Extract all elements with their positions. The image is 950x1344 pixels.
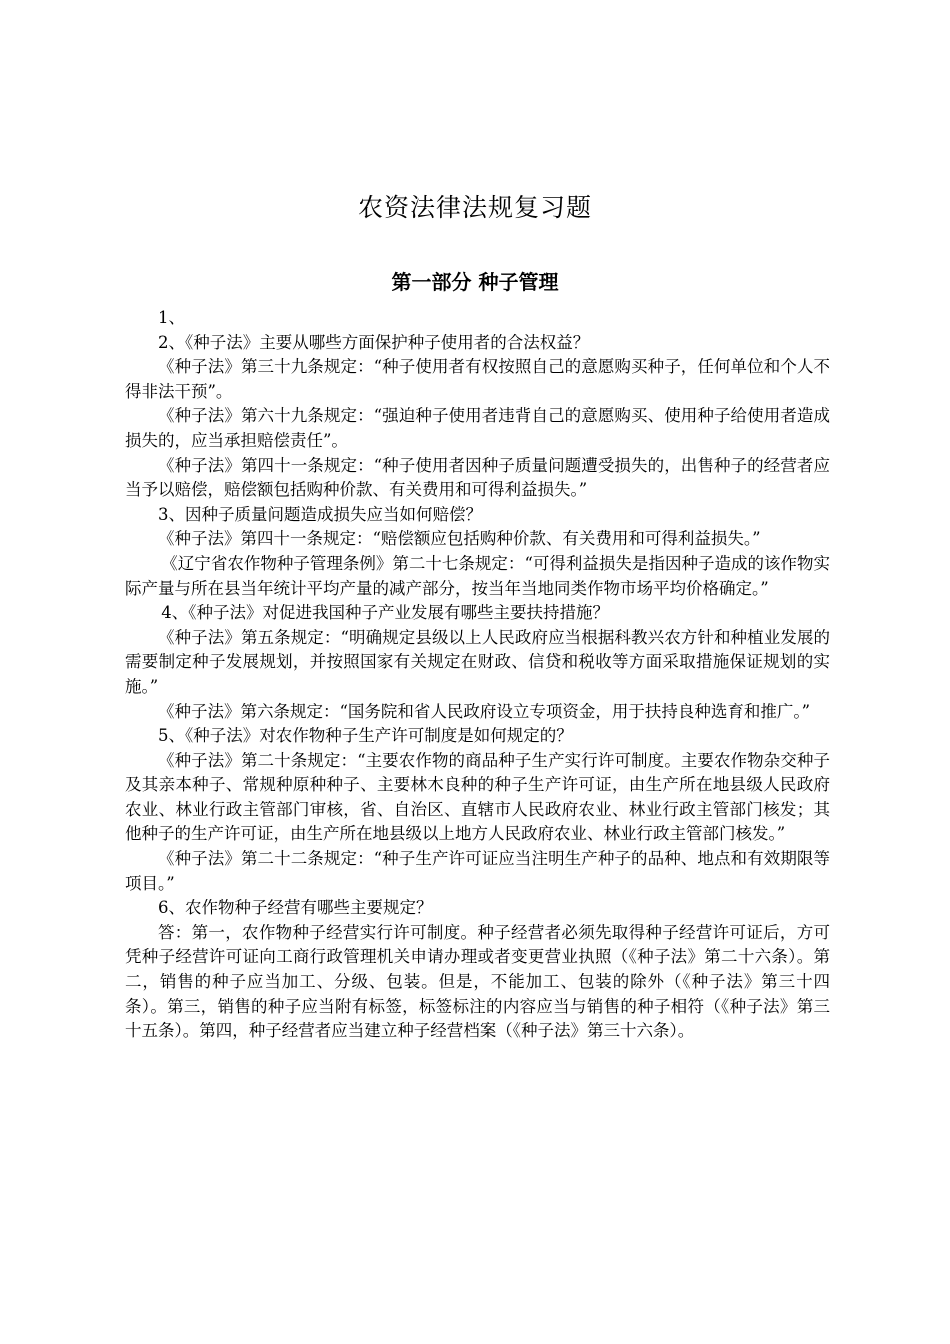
answer-paragraph: 《种子法》第四十一条规定：“种子使用者因种子质量问题遭受损失的，出售种子的经营者应当予以赔偿，赔偿额包括购种价款、有关费用和可得利益损失。” (125, 455, 830, 500)
question-5: 5、《种子法》对农作物种子生产许可制度是如何规定的？ (158, 726, 573, 746)
question-3: 3、因种子质量问题造成损失应当如何赔偿？ (158, 504, 482, 524)
document-body (125, 306, 830, 1044)
question-6: 6、农作物种子经营有哪些主要规定？ (158, 898, 433, 918)
question-2: 2、《种子法》主要从哪些方面保护种子使用者的合法权益？ (158, 332, 590, 352)
answer-paragraph: 《种子法》第五条规定：“明确规定县级以上人民政府应当根据科教兴农方针和种植业发展的需要制定种子发展规划，并按照国家有关规定在财政、信贷和税收等方面采取措施保证规划的实施。” (125, 627, 830, 696)
document-title: 农资法律法规复习题 (357, 193, 592, 222)
answer-paragraph: 《种子法》第二十条规定：“主要农作物的商品种子生产实行许可制度。主要农作物杂交种子及其亲本种子、常规种原种种子、主要林木良种的种子生产许可证，由生产所在地县级人民政府农业、林业行政主管部门审核，省、自治区、直辖市人民政府农业、林业行政主管部门核发；其他种子的生产许可证，由生产所在地县级以上地方人民政府农业、林业行政主管部门核发。” (125, 750, 830, 844)
answer-paragraph: 《种子法》第二十二条规定：“种子生产许可证应当注明生产种子的品种、地点和有效期限等项目。” (125, 849, 830, 893)
answer-paragraph: 《辽宁省农作物种子管理条例》第二十七条规定：“可得利益损失是指因种子造成的该作物实际产量与所在县当年统计平均产量的减产部分，按当年当地同类作物市场平均价格确定。” (125, 553, 830, 598)
answer-paragraph: 《种子法》第六十九条规定：“强迫种子使用者违背自己的意愿购买、使用种子给使用者造成损失的，应当承担赔偿责任”。 (125, 406, 830, 450)
answer-paragraph: 《种子法》第三十九条规定：“种子使用者有权按照自己的意愿购买种子，任何单位和个人不得非法干预”。 (125, 357, 830, 401)
question-1: 1、 (158, 308, 185, 327)
section-title: 第一部分 种子管理 (391, 270, 559, 294)
answer-paragraph: 答：第一，农作物种子经营实行许可制度。种子经营者必须先取得种子经营许可证后，方可凭种子经营许可证向工商行政管理机关申请办理或者变更营业执照（《种子法》第二十六条）。第二，销售的种子应当加工、分级、包装。但是，不能加工、包装的除外（《种子法》第三十四条）。第三，销售的种子应当附有标签，标签标注的内容应当与销售的种子相符（《种子法》第三十五条）。第四，种子经营者应当建立种子经营档案（《种子法》第三十六条）。 (125, 922, 830, 1041)
answer-paragraph: 《种子法》第四十一条规定：“赔偿额应包括购种价款、有关费用和可得利益损失。” (158, 529, 761, 549)
question-4: 4、《种子法》对促进我国种子产业发展有哪些主要扶持措施？ (161, 603, 610, 623)
answer-paragraph: 《种子法》第六条规定：“国务院和省人民政府设立专项资金，用于扶持良种选育和推广。” (158, 701, 811, 721)
